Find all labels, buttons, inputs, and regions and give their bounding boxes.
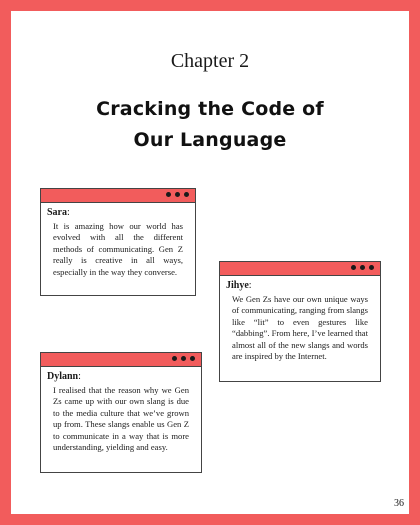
card-title-bar [41, 189, 195, 203]
title-line-2: Our Language [133, 129, 287, 151]
window-dots-icon [351, 265, 374, 271]
card-title-bar [220, 262, 380, 276]
page-number: 36 [394, 498, 404, 509]
quote-text: It is amazing how our world has evolved with all the different methods of communicating. Gen Z really is creative in all ways, especially in the way they converse. [53, 221, 183, 277]
quote-text: We Gen Zs have our own unique ways of communicating, ranging from slangs like “lit” to even gestures like “dabbing”. From here, I’ve learned that almost all of the new slangs and words are inspired by the Internet. [232, 294, 368, 362]
speaker-name: Jihye: [226, 280, 252, 291]
quote-card-dylann [40, 352, 202, 473]
window-dots-icon [166, 192, 189, 198]
window-dots-icon [172, 356, 195, 362]
title-line-1: Cracking the Code of [96, 98, 324, 120]
speaker-name: Dylann: [47, 371, 81, 382]
chapter-label: Chapter 2 [170, 50, 250, 72]
quote-text: I realised that the reason why we Gen Zs came up with our own slang is due to the media culture that we’ve grown up from. These slangs enable us Gen Z to communicate in a way that is more understanding, yielding and easy. [53, 385, 189, 453]
speaker-name: Sara: [47, 207, 70, 218]
page-title [0, 94, 420, 156]
card-title-bar [41, 353, 201, 367]
quote-card-jihye [219, 261, 381, 382]
quote-card-sara [40, 188, 196, 296]
